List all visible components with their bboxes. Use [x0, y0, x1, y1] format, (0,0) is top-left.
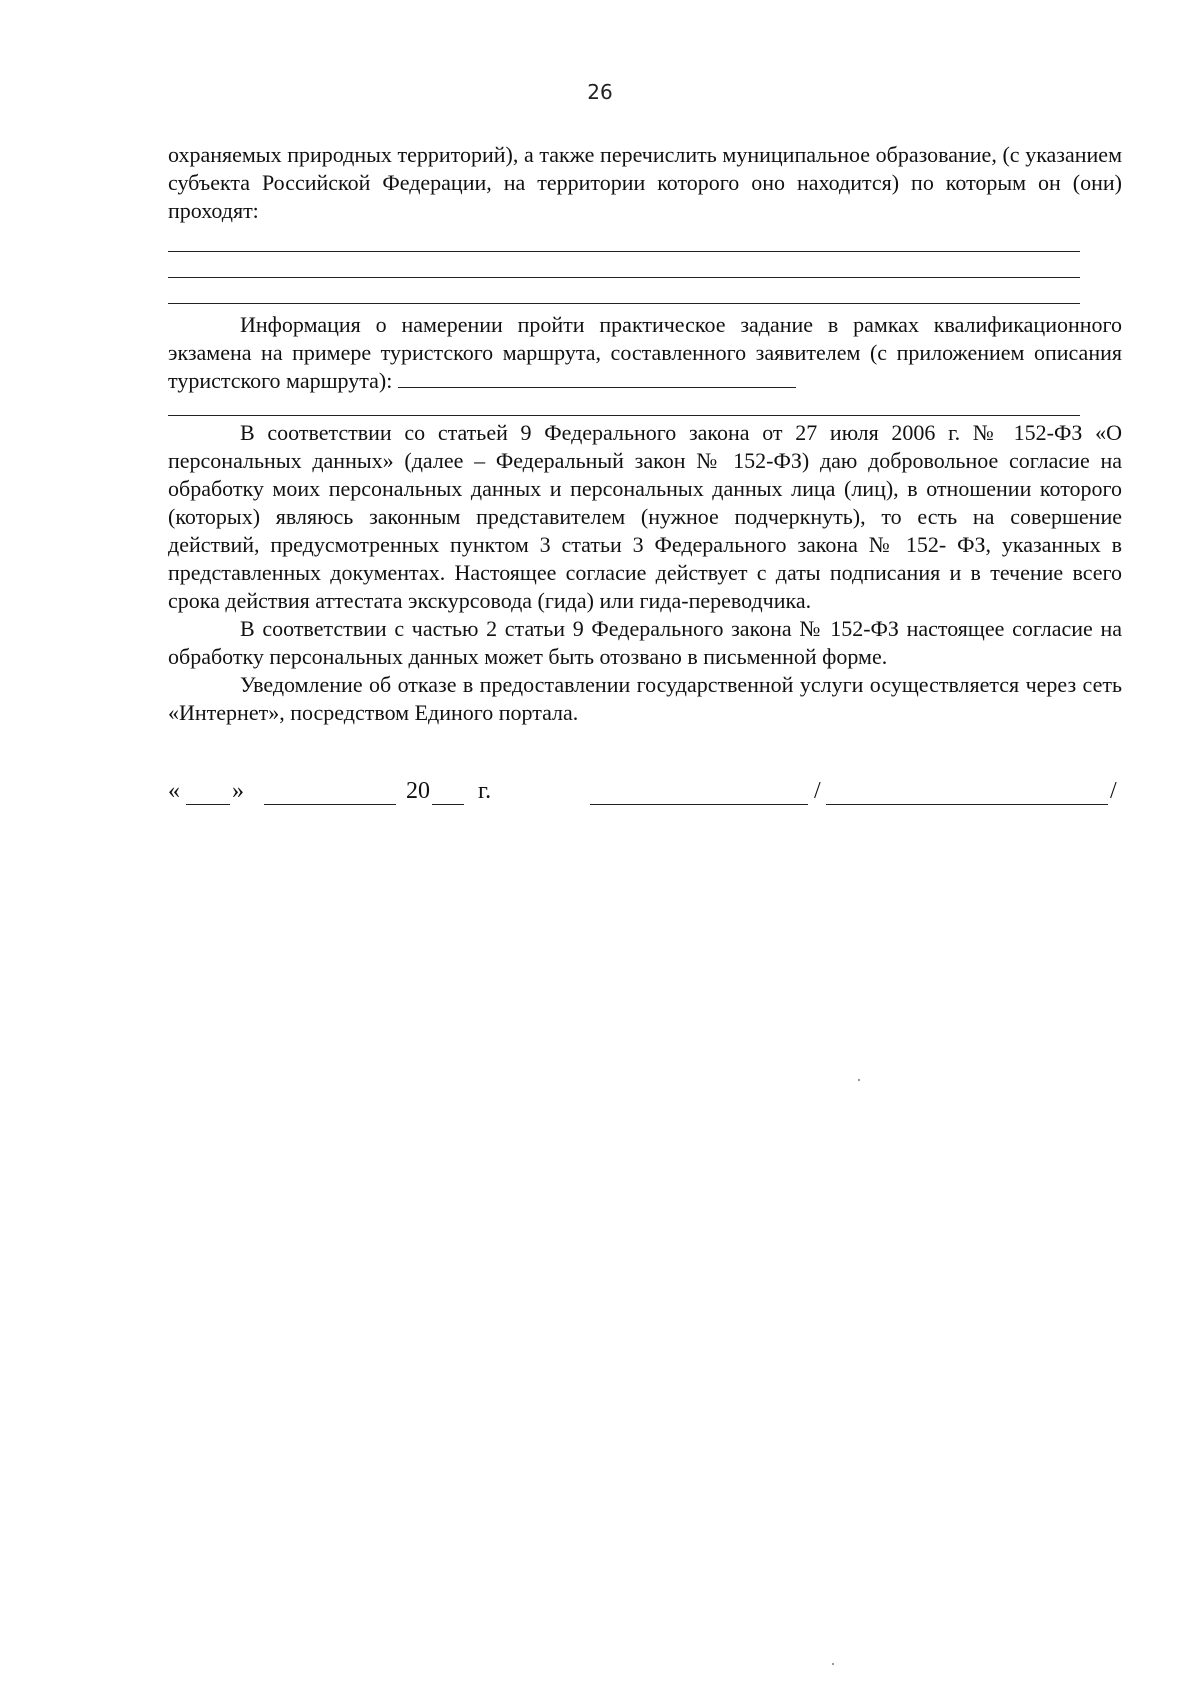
consent-paragraph-2: В соответствии с частью 2 статьи 9 Федерального закона № 152-ФЗ настоящее согласие на обработку персональных данных может быть отозвано в письменной форме. — [168, 616, 1122, 669]
route-fill-line-2[interactable] — [168, 277, 1080, 278]
month-blank[interactable] — [264, 804, 396, 805]
signature-slash-1: / — [814, 778, 821, 804]
year-prefix: 20 — [406, 778, 430, 804]
route-fill-line-3[interactable] — [168, 303, 1080, 304]
signature-blank[interactable] — [590, 804, 808, 805]
route-fill-line-4[interactable] — [168, 415, 1080, 416]
route-info-text: Информация о намерении пройти практическое задание в рамках квалификационного экзамена на примере туристского маршрута, составленного заявителем (с приложением описания туристского маршрута): — [168, 312, 1122, 393]
route-info-paragraph — [168, 311, 1122, 395]
scan-speck-1 — [858, 1079, 860, 1081]
intro-text: охраняемых природных территорий), а также перечислить муниципальное образование, (с указанием субъекта Российской Федерации, на территории которого оно находится) по которым он (они) проходят: — [168, 142, 1122, 223]
route-fill-line-1[interactable] — [168, 251, 1080, 252]
date-signature-row — [168, 778, 1122, 812]
intro-paragraph — [168, 141, 1122, 225]
signature-slash-2: / — [1110, 778, 1117, 804]
consent-section — [168, 419, 1122, 727]
scan-speck-2 — [832, 1663, 834, 1665]
route-description-blank[interactable] — [398, 367, 796, 388]
date-close-quote: » — [232, 778, 244, 804]
consent-paragraph-1: В соответствии со статьей 9 Федерального закона от 27 июля 2006 г. № 152-ФЗ «О персональных данных» (далее – Федеральный закон № 152-ФЗ) даю добровольное согласие на обработку моих персональных данных и персональных данных лица (лиц), в отношении которого (которых) являюсь законным представителем (нужное подчеркнуть), то есть на совершение действий, предусмотренных пунктом 3 статьи 3 Федерального закона № 152- ФЗ, указанных в представленных документах. Настоящее согласие действует с даты подписания и в течение всего срока действия аттестата экскурсовода (гида) или гида-переводчика. — [168, 420, 1122, 613]
name-blank[interactable] — [826, 804, 1108, 805]
year-blank[interactable] — [432, 804, 464, 805]
consent-paragraph-3: Уведомление об отказе в предоставлении государственной услуги осуществляется через сеть «Интернет», посредством Единого портала. — [168, 672, 1122, 725]
date-open-quote: « — [168, 778, 180, 804]
page-number: 26 — [587, 80, 613, 104]
year-suffix: г. — [478, 778, 492, 804]
day-blank[interactable] — [186, 804, 230, 805]
